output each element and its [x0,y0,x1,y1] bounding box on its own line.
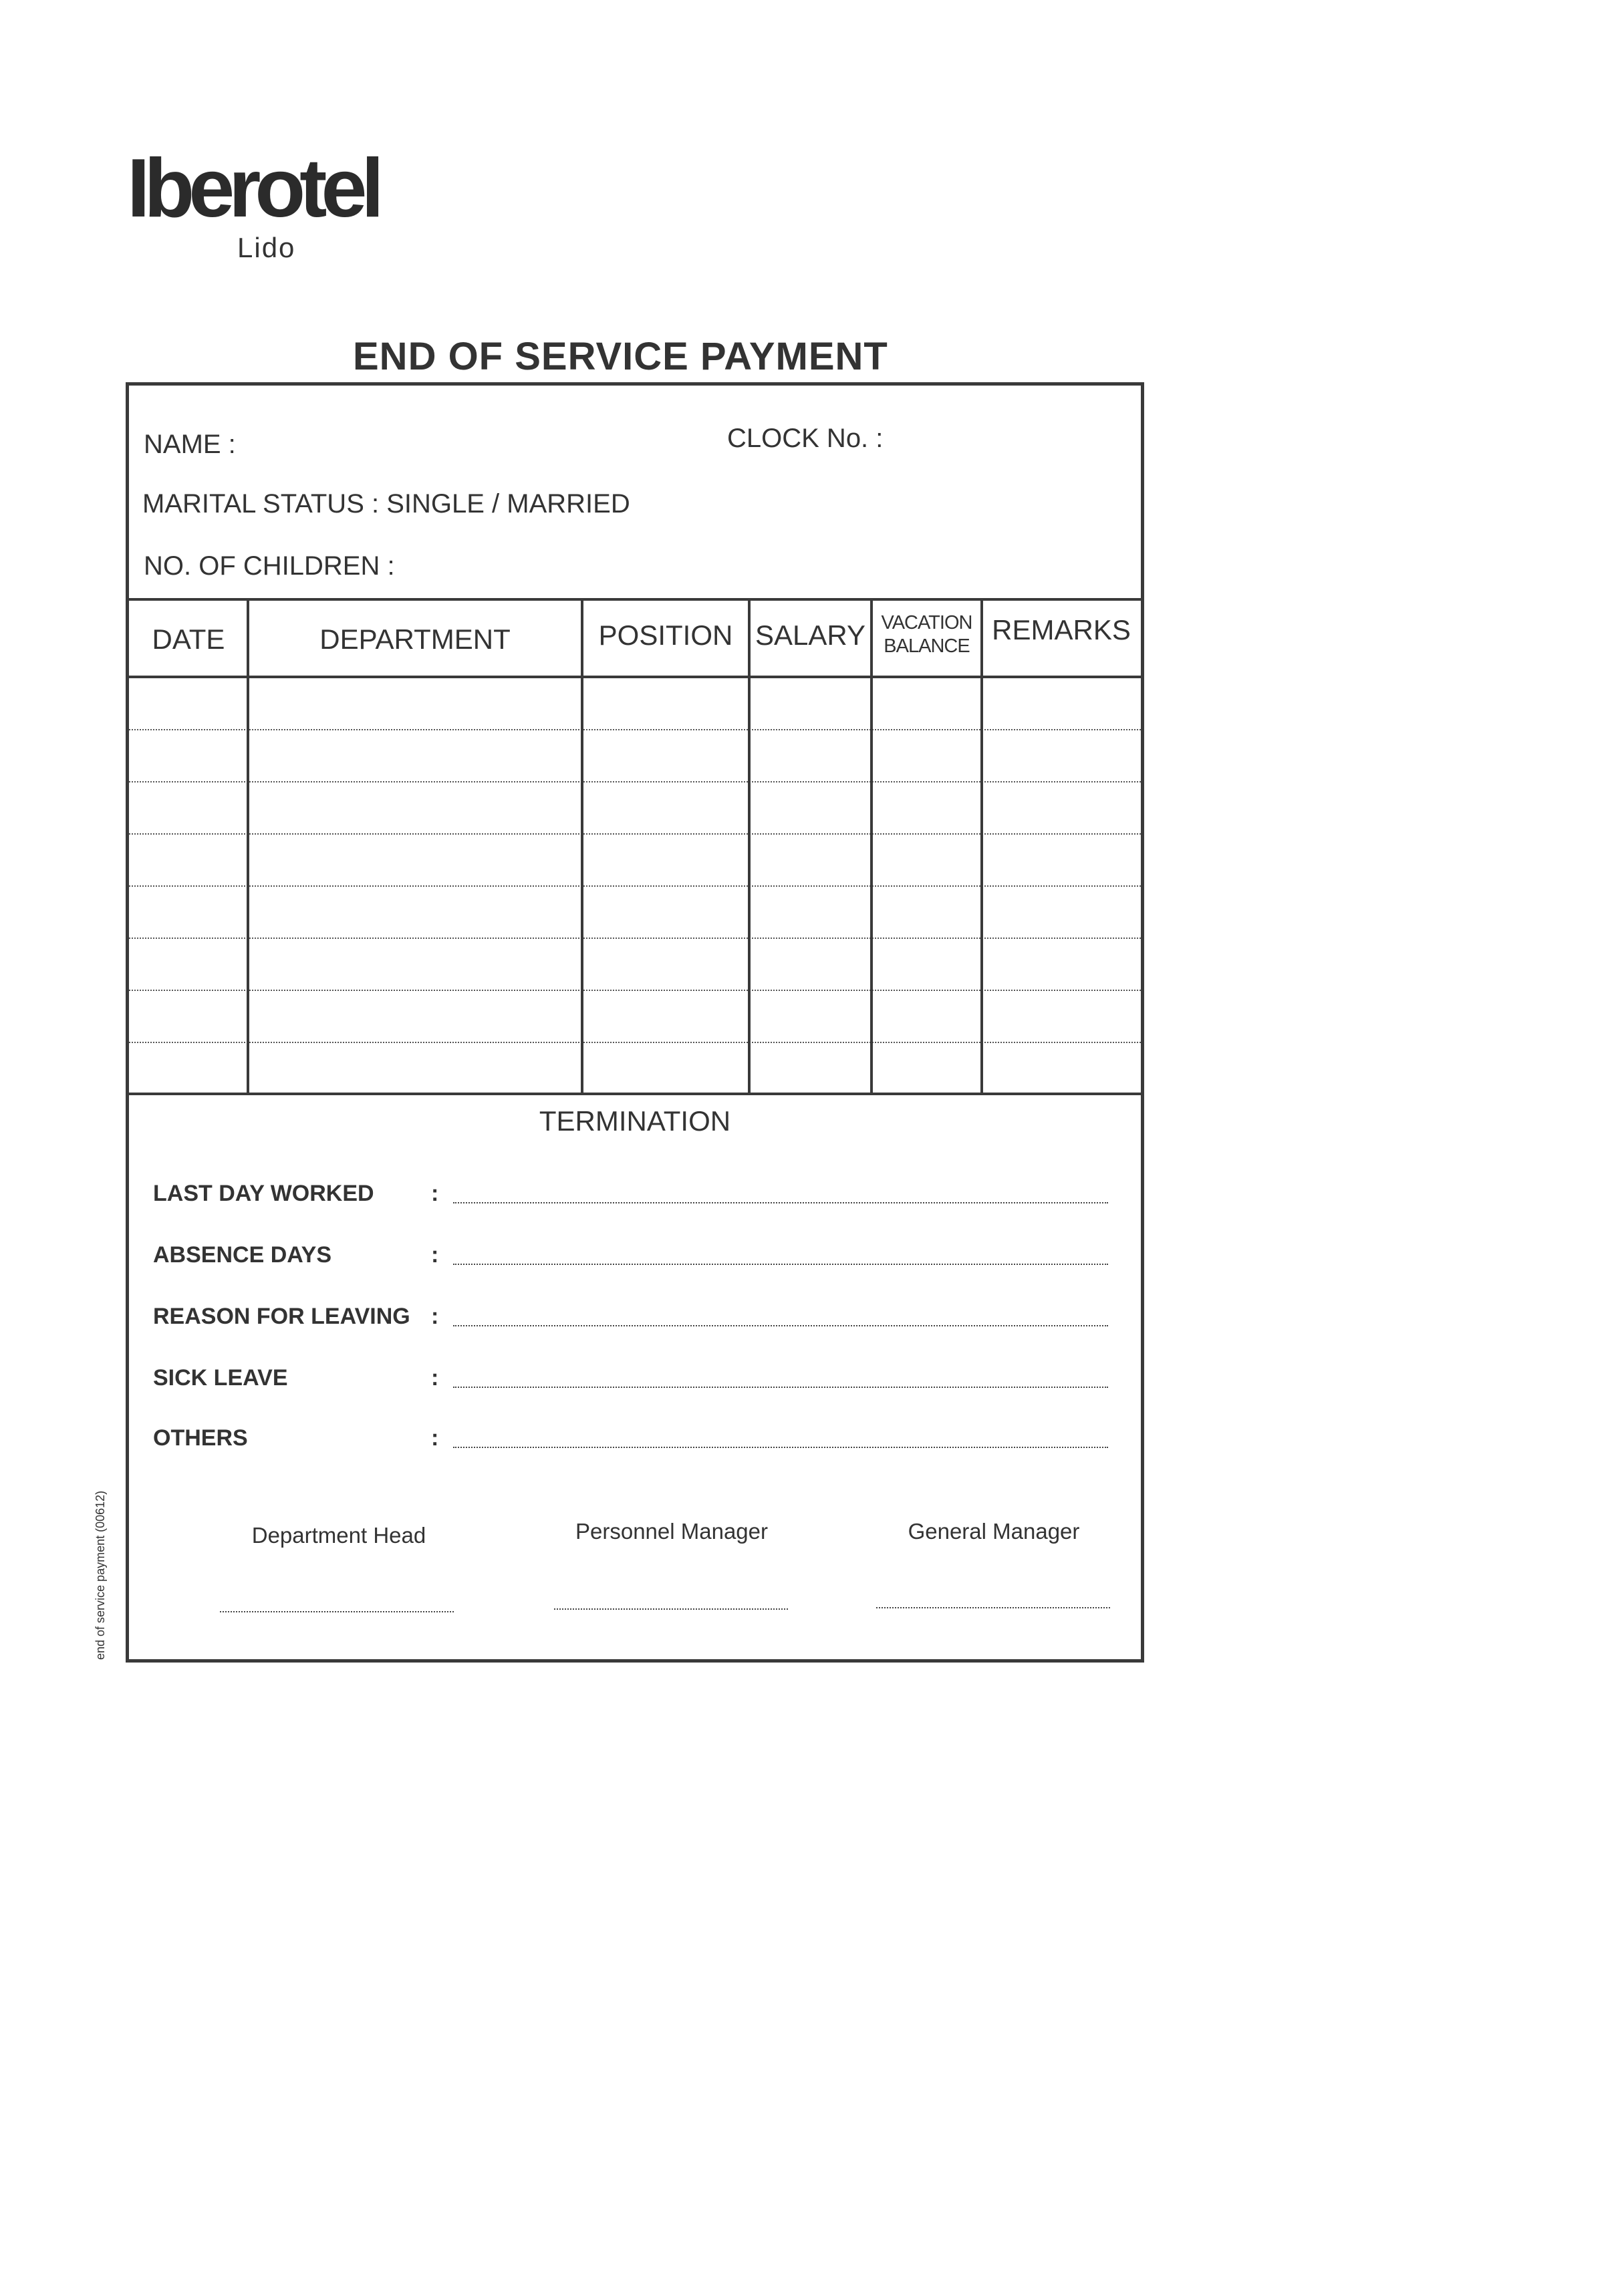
field-colon: : [431,1425,439,1451]
header-salary: SALARY [755,619,865,651]
table-row [129,729,1141,730]
table-row [129,1042,1141,1043]
table-row [129,990,1141,991]
header-vacation-line1: VACATION [881,612,972,633]
absence-days-line [453,1264,1108,1265]
name-label: NAME : [144,430,236,459]
header-position: POSITION [598,619,733,651]
table-row [129,938,1141,939]
sick-leave-label: SICK LEAVE [153,1365,288,1391]
absence-days-label: ABSENCE DAYS [153,1242,332,1268]
reason-for-leaving-label: REASON FOR LEAVING [153,1304,410,1329]
last-day-worked-label: LAST DAY WORKED [153,1181,374,1206]
header-vacation-line2: BALANCE [884,635,970,657]
column-divider [980,598,983,1094]
marital-status-label: MARITAL STATUS : SINGLE / MARRIED [142,489,630,519]
column-divider [870,598,873,1094]
field-colon: : [431,1365,439,1391]
table-row [129,833,1141,835]
personnel-manager-label: Personnel Manager [575,1519,768,1544]
form-code-note: end of service payment (00612) [94,1490,107,1660]
logo-location: Lido [237,232,296,263]
form-title: END OF SERVICE PAYMENT [353,335,888,378]
department-head-signature-line [220,1611,454,1612]
header-divider [129,676,1141,678]
info-divider [129,598,1141,601]
children-label: NO. OF CHILDREN : [144,551,395,581]
last-day-worked-line [453,1202,1108,1203]
hotel-logo [127,142,434,267]
reason-for-leaving-line [453,1325,1108,1326]
service-payment-form [126,382,1144,1663]
header-remarks: REMARKS [992,614,1131,645]
field-colon: : [431,1181,439,1206]
department-head-label: Department Head [251,1523,426,1548]
header-department: DEPARTMENT [319,623,511,655]
clock-number-label: CLOCK No. : [727,424,884,453]
others-line [453,1447,1108,1448]
table-row [129,885,1141,887]
field-colon: : [431,1242,439,1268]
general-manager-signature-line [876,1607,1110,1608]
header-vacation-balance [871,611,982,658]
table-bottom-divider [129,1093,1141,1095]
column-divider [581,598,583,1094]
field-colon: : [431,1304,439,1329]
termination-title: TERMINATION [539,1105,731,1137]
sick-leave-line [453,1387,1108,1388]
column-divider [748,598,751,1094]
header-date: DATE [152,623,225,655]
table-row [129,781,1141,782]
logo-brand: Iberotel [127,142,378,235]
column-divider [247,598,249,1094]
others-label: OTHERS [153,1425,248,1451]
general-manager-label: General Manager [908,1519,1080,1544]
personnel-manager-signature-line [554,1608,788,1610]
